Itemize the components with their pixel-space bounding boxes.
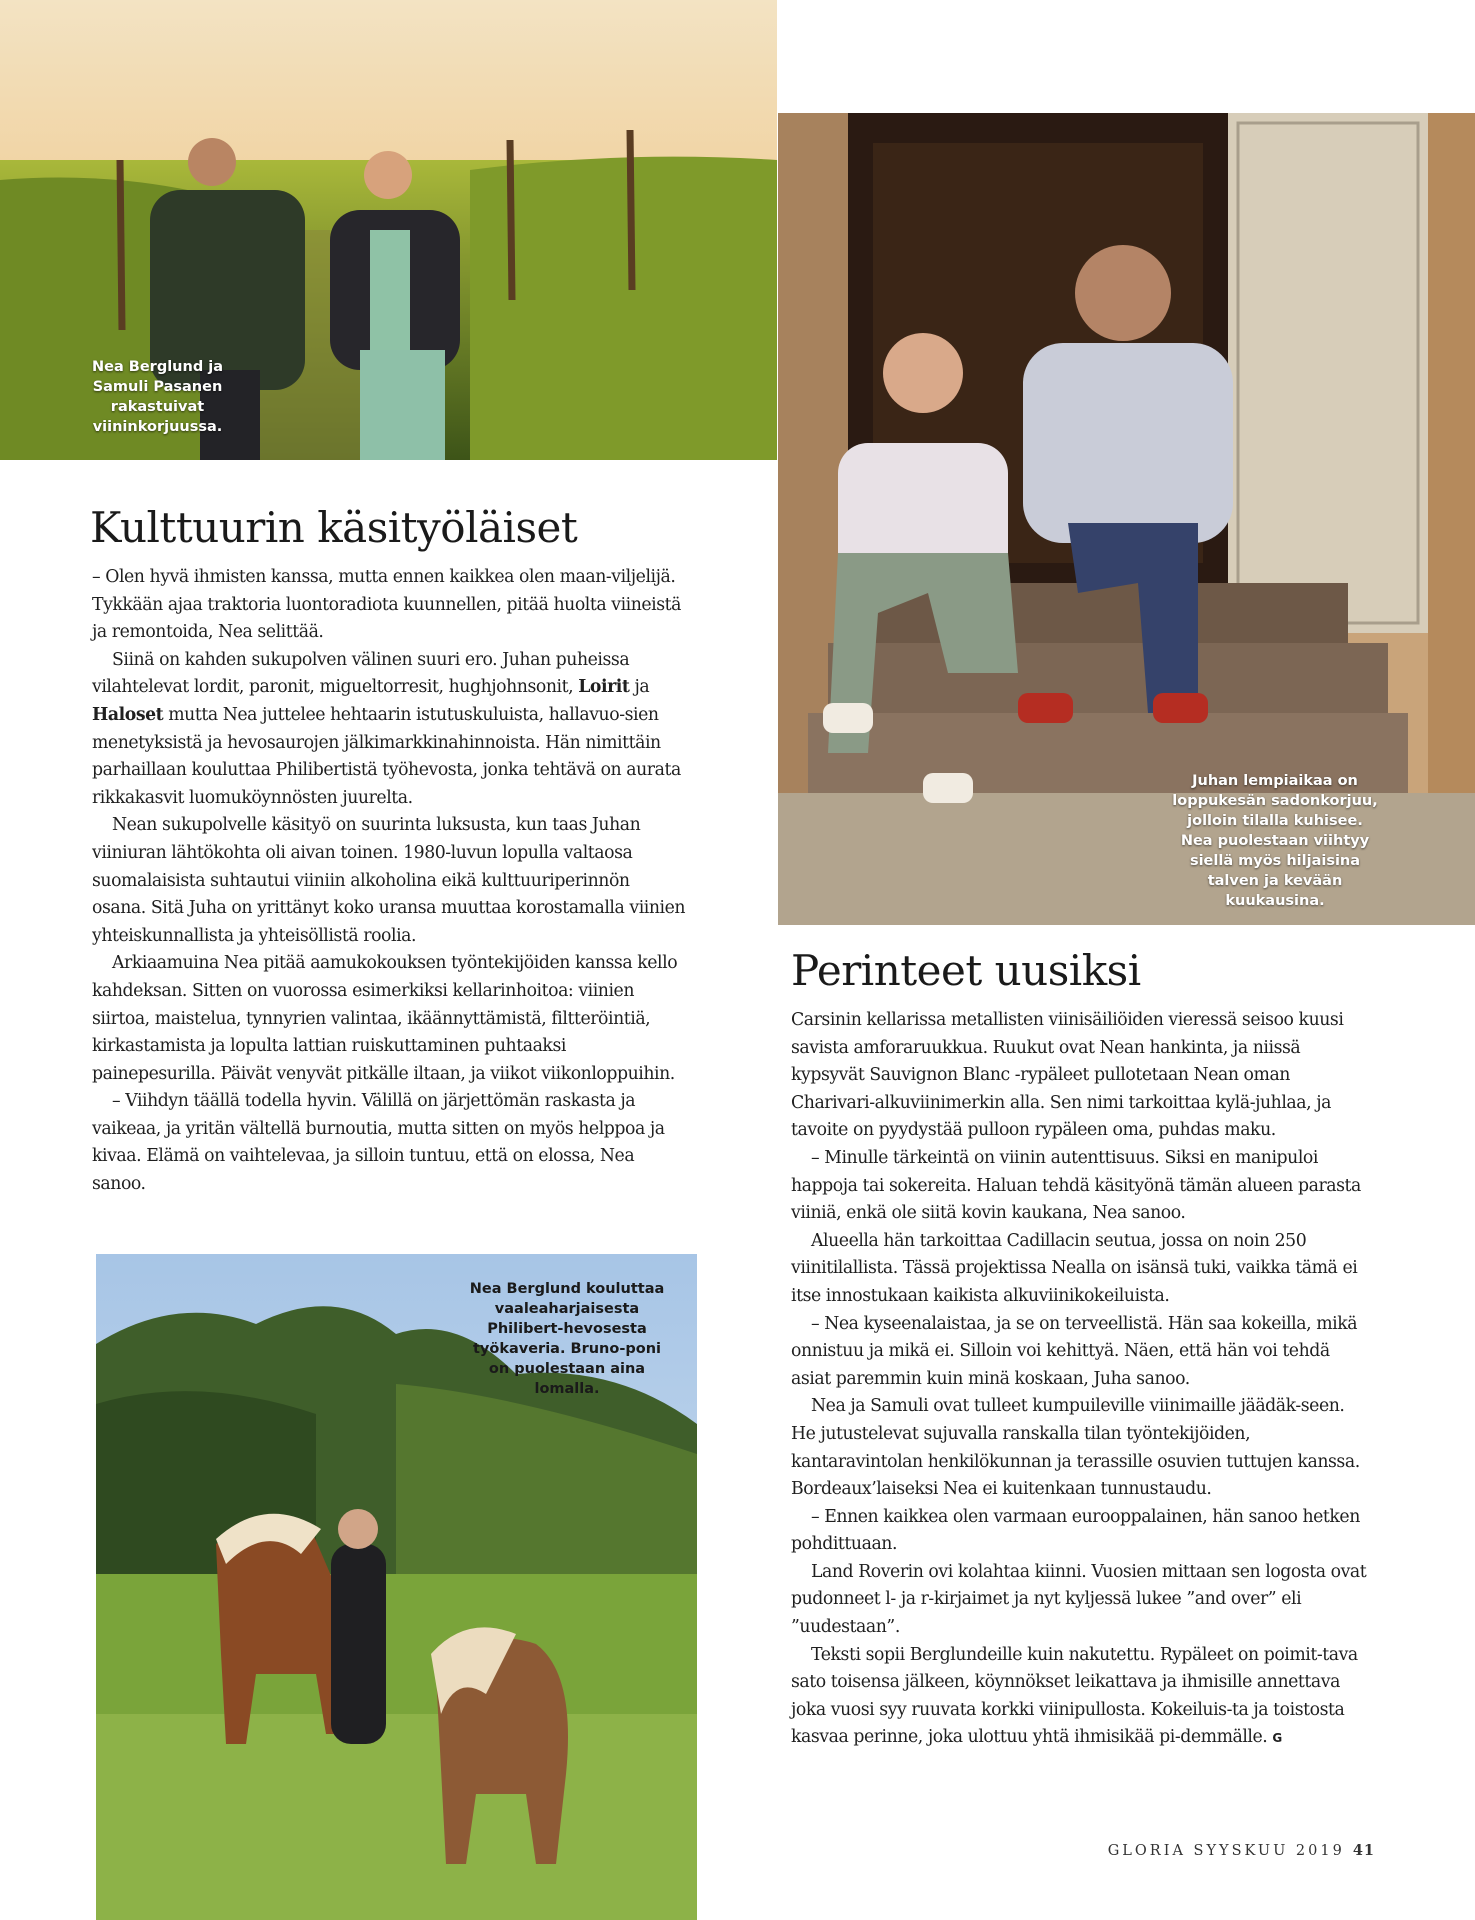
paragraph: – Ennen kaikkea olen varmaan eurooppalainen, hän sanoo hetken pohdittuaan.	[791, 1506, 1360, 1555]
paragraph: – Olen hyvä ihmisten kanssa, mutta ennen kaikkea olen maan-viljelijä. Tykkään ajaa traktoria luontoradiota kuunnellen, pitää huolta viineistä ja remontoida, Nea selittää.	[92, 567, 682, 643]
paragraph: Land Roverin ovi kolahtaa kiinni. Vuosien mittaan sen logosta ovat pudonneet l- ja r-kirjaimet ja nyt kyljessä lukee ”and over” eli ”uudestaan”.	[791, 1561, 1367, 1638]
paragraph: Nea ja Samuli ovat tulleet kumpuileville viinimaille jäädäk-seen. He jutustelevat sujuvalla ranskalla tilan työntekijöiden, kantaravintolan henkilökunnan ja terassille osuvien tuttujen kanssa. Bordeaux’laiseksi Nea ei kuitenkaan tunnustaudu.	[791, 1396, 1360, 1500]
paragraph: – Minulle tärkeintä on viinin autenttisuus. Siksi en manipuloi happoja tai sokereita. Haluan tehdä käsityönä tämän alueen parasta viiniä, enkä ole siitä kovin kaukana, Nea sanoo.	[791, 1147, 1361, 1224]
vineyard-photo-caption: Nea Berglund ja Samuli Pasanen rakastuivat viininkorjuussa.	[91, 359, 224, 435]
paragraph	[791, 1642, 1373, 1753]
paragraph-text: Siinä on kahden sukupolven välinen suuri ero. Juhan puheissa vilahtelevat lordit, paronit, migueltorresit, hughjohnsonit,	[92, 649, 630, 698]
paragraph: Arkiaamuina Nea pitää aamukokouksen työntekijöiden kanssa kello kahdeksan. Sitten on vuorossa esimerkiksi kellarinhoitoa: viinien siirtoa, maistelua, tynnyrien valintaa, ikäännyttämistä, filtteröintiä, kirkastamista ja lopulta lattian ruiskuttaminen puhtaaksi painepesurilla. Päivät venyvät pitkälle iltaan, ja viikot viikonloppuihin.	[92, 953, 678, 1084]
end-mark: G	[1272, 1731, 1282, 1746]
paragraph-text: mutta Nea juttelee hehtaarin istutuskuluista, hallavuo-sien menetyksistä ja hevosaurojen jälkimarkkinahinnoista. Hän nimittäin parhaillaan kouluttaa Philibertistä työhevosta, jonka tehtävä on aurata rikkakasvit luomuköynnösten juurelta.	[92, 704, 681, 808]
paragraph: – Viihdyn täällä todella hyvin. Välillä on järjettömän raskasta ja vaikeaa, ja yritän vältellä burnoutia, mutta sitten on myös helppoa ja kivaa. Elämä on vaihtelevaa, ja silloin tuntuu, että on elossa, Nea sanoo.	[92, 1091, 665, 1195]
article-heading-1: Kulttuurin käsityöläiset	[90, 503, 578, 552]
page-number: 41	[1352, 1842, 1375, 1859]
bold-name: Haloset	[92, 704, 164, 725]
paragraph-text: Teksti sopii Berglundeille kuin nakutettu. Rypäleet on poimit-tava sato toisensa jälkeen, köynnökset leikattava ja ihmisille annettava joka vuosi syy ruuvata korkki viinipullosta. Kokeiluis-ta ja toistosta kasvaa perinne, joka ulottuu yhtä ihmisikää pi-demmälle.	[791, 1644, 1358, 1748]
page-footer	[1108, 1842, 1375, 1859]
steps-photo-caption: Juhan lempiaikaa on loppukesän sadonkorjuu, jolloin tilalla kuhisee. Nea puolestaan viihtyy siellä myös hiljaisina talven ja kevään kuukausina.	[1172, 773, 1378, 909]
paragraph-text: ja	[634, 677, 650, 698]
magazine-issue: GLORIA SYYSKUU 2019	[1107, 1843, 1345, 1859]
bold-name: Loirit	[578, 677, 630, 698]
article-column-right	[791, 1007, 1373, 1753]
paragraph: Nean sukupolvelle käsityö on suurinta luksusta, kun taas Juhan viiniuran lähtökohta oli aivan toinen. 1980-luvun lopulla valtaosa suomalaisista suhtautui viiniin alkoholina eikä kulttuuriperinnön osana. Sitä Juha on yrittänyt koko uransa muuttaa korostamalla viinien yhteiskunnallista ja yhteisöllistä roolia.	[92, 815, 686, 946]
horses-photo-caption: Nea Berglund kouluttaa vaaleaharjaisesta Philibert-hevosesta työkaveria. Bruno-poni on puolestaan aina lomalla.	[469, 1281, 665, 1397]
paragraph: – Nea kyseenalaistaa, ja se on terveellistä. Hän saa kokeilla, mikä onnistuu ja mikä ei. Silloin voi kehittyä. Näen, että hän voi tehdä asiat paremmin kuin minä koskaan, Juha sanoo.	[791, 1313, 1358, 1389]
article-column-left	[92, 564, 687, 1199]
paragraph: Carsinin kellarissa metallisten viinisäiliöiden vieressä seisoo kuusi savista amforaruukkua. Ruukut ovat Nean hankinta, ja niissä kypsyvät Sauvignon Blanc -rypäleet pullotetaan Nean oman Charivari-alkuviinimerkin alla. Sen nimi tarkoittaa kylä-juhlaa, ja tavoite on pyydystää pulloon rypäleen oma, puhdas maku.	[791, 1010, 1344, 1141]
paragraph	[92, 647, 687, 813]
article-heading-2: Perinteet uusiksi	[791, 946, 1141, 995]
paragraph: Alueella hän tarkoittaa Cadillacin seutua, jossa on noin 250 viinitilallista. Tässä projektissa Nealla on isänsä tuki, vaikka tämä ei itse innostukaan kaikista alkuviinikokeiluista.	[791, 1230, 1358, 1306]
